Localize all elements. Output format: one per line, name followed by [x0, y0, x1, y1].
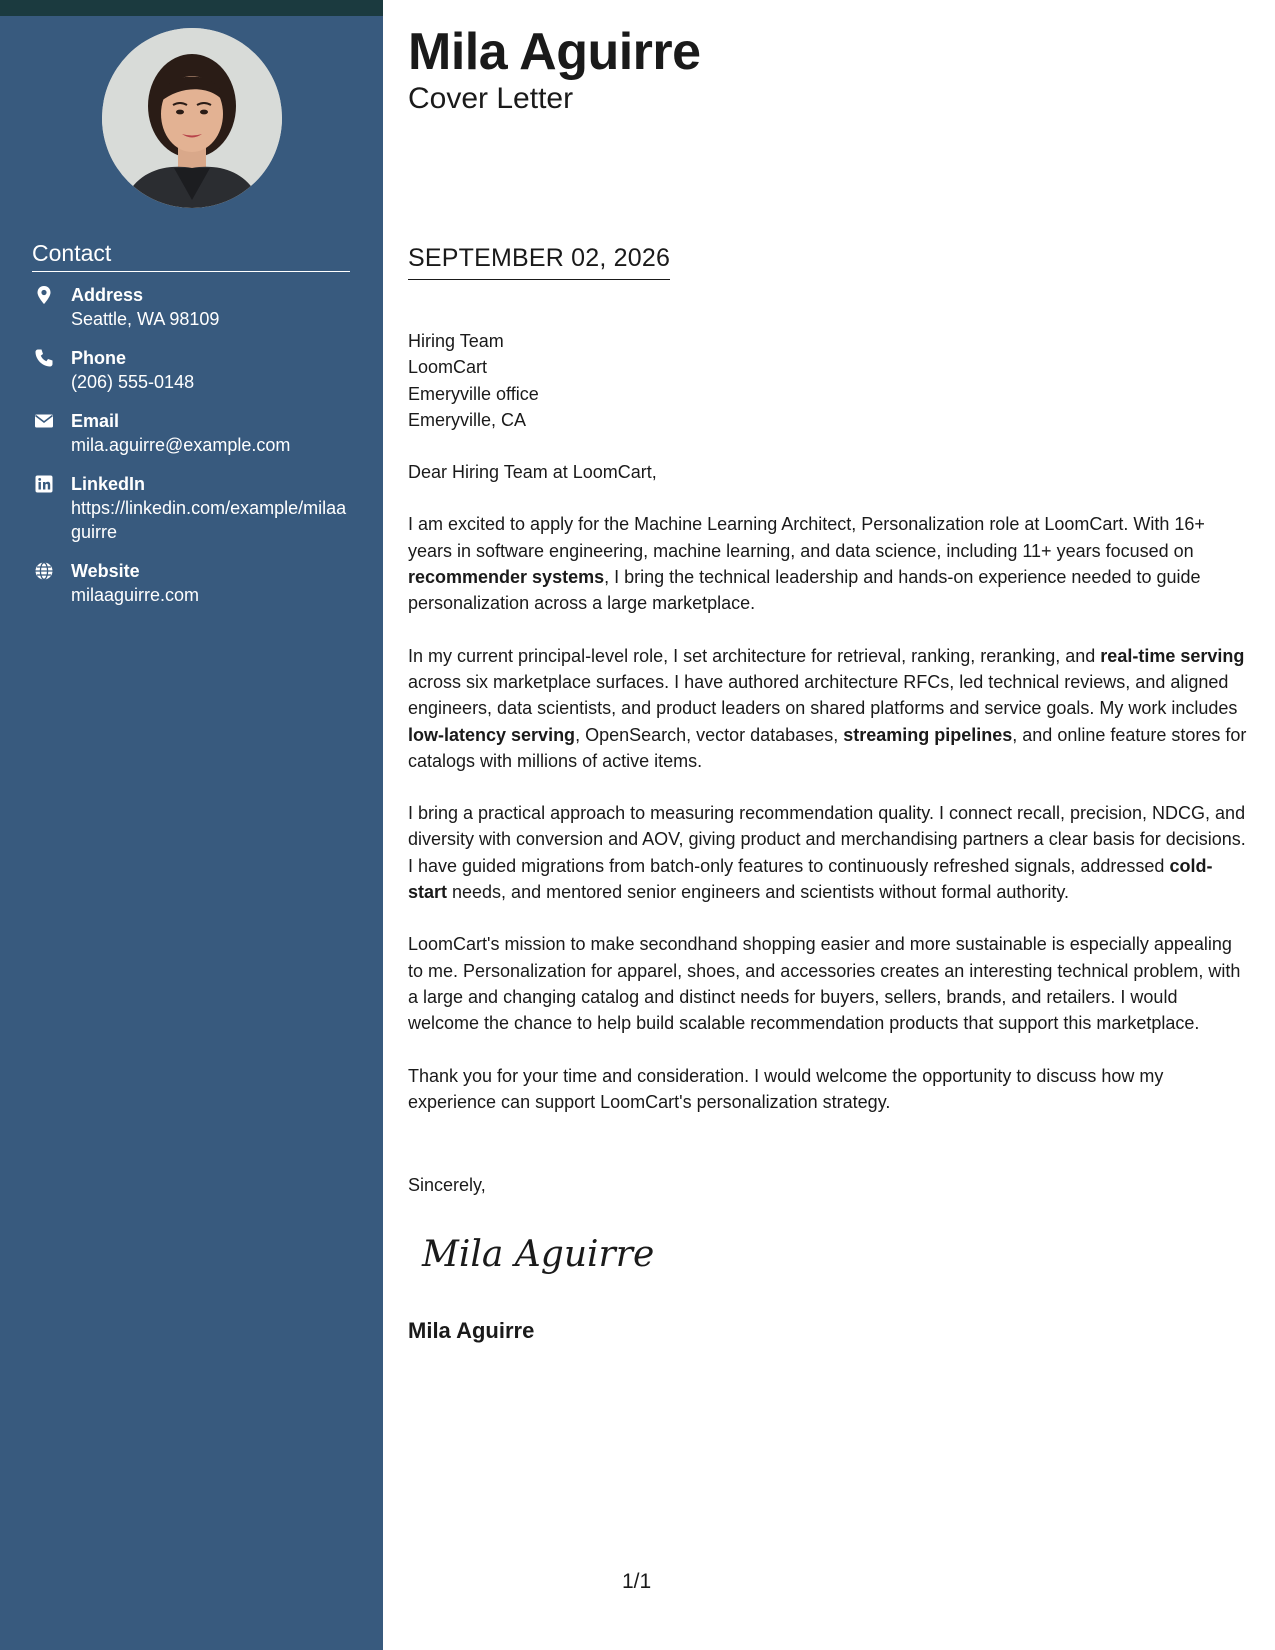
- emphasis-text: streaming pipelines: [843, 724, 1013, 745]
- contact-heading: Contact: [32, 240, 350, 272]
- contact-website-link[interactable]: milaaguirre.com: [71, 585, 200, 605]
- contact-linkedin-link[interactable]: https://linkedin.com/example/milaaguirre: [71, 498, 347, 542]
- paragraph-text: Thank you for your time and consideration. I would welcome the opportunity to discuss how my experience can support LoomCart's personalization strategy.: [408, 1065, 1164, 1112]
- contact-website-label: Website: [71, 561, 140, 581]
- contact-email-label: Email: [71, 411, 120, 431]
- contact-website: [32, 559, 352, 607]
- emphasis-text: real-time serving: [1100, 645, 1245, 666]
- sidebar: [0, 0, 383, 1650]
- salutation: Dear Hiring Team at LoomCart,: [408, 462, 657, 483]
- contact-phone-label: Phone: [71, 348, 127, 368]
- recipient-line: Emeryville office: [408, 383, 539, 404]
- letter-paragraph: [408, 931, 1250, 1036]
- contact-email: [32, 409, 352, 457]
- paragraph-text: needs, and mentored senior engineers and scientists without formal authority.: [447, 882, 1070, 903]
- contact-phone: [32, 346, 352, 394]
- envelope-icon: [34, 411, 54, 431]
- paragraph-text: LoomCart's mission to make secondhand shopping easier and more sustainable is especially appealing to me. Personalization for apparel, shoes, and accessories creates an interesting technical problem, with a large and changing catalog and distinct needs for buyers, sellers, brands, and retailers. I would welcome the chance to help build scalable recommendation products that support this marketplace.: [408, 934, 1241, 1034]
- paragraph-text: across six marketplace surfaces. I have authored architecture RFCs, led technical reviews, and aligned engineers, data scientists, and product leaders on shared platforms and service goals. My work includes: [408, 671, 1238, 719]
- avatar: [102, 28, 282, 208]
- paragraph-text: , OpenSearch, vector databases,: [575, 724, 844, 745]
- contact-linkedin: [32, 472, 352, 544]
- contact-address: [32, 283, 352, 331]
- contact-list: [32, 283, 352, 622]
- contact-linkedin-label: LinkedIn: [71, 474, 146, 494]
- letter-paragraphs: [408, 511, 1250, 1115]
- contact-email-value: mila.aguirre@example.com: [71, 435, 291, 455]
- sidebar-top-bar: [0, 0, 383, 16]
- document-title: Cover Letter: [408, 82, 574, 115]
- signer-name: Mila Aguirre: [408, 1318, 535, 1343]
- contact-address-value: Seattle, WA 98109: [71, 309, 220, 329]
- paragraph-text: , and online feature stores for catalogs with millions of active items.: [408, 724, 1247, 771]
- signature-text: Mila Aguirre: [422, 1234, 655, 1275]
- letter-paragraph: [408, 800, 1250, 905]
- emphasis-text: low-latency serving: [408, 724, 576, 745]
- recipient-line: Hiring Team: [408, 331, 504, 351]
- paragraph-text: I am excited to apply for the Machine Learning Architect, Personalization role at LoomCart. With 16+ years in software engineering, machine learning, and data science, including 11+ years focused on: [408, 514, 1205, 561]
- recipient-line: Emeryville, CA: [408, 409, 527, 430]
- page-number: 1/1: [622, 1570, 652, 1593]
- contact-address-label: Address: [71, 285, 144, 305]
- signature: [418, 1222, 678, 1282]
- letter-body: [408, 302, 1250, 1141]
- recipient-line: LoomCart: [408, 357, 488, 378]
- paragraph-text: , I bring the technical leadership and hands-on experience needed to guide personalization across a large marketplace.: [408, 567, 1201, 614]
- letter-date: SEPTEMBER 02, 2026: [408, 244, 670, 280]
- paragraph-text: In my current principal-level role, I set architecture for retrieval, ranking, reranking, and: [408, 645, 1101, 666]
- globe-icon: [34, 561, 54, 581]
- map-pin-icon: [34, 285, 54, 305]
- emphasis-text: cold-start: [408, 855, 1213, 903]
- letter-paragraph: [408, 1063, 1250, 1116]
- applicant-name: Mila Aguirre: [408, 23, 701, 81]
- emphasis-text: recommender systems: [408, 567, 605, 588]
- contact-phone-value: (206) 555-0148: [71, 372, 195, 392]
- phone-icon: [34, 348, 54, 368]
- signoff: Sincerely,: [408, 1175, 486, 1195]
- letter-paragraph: [408, 511, 1250, 616]
- letter-paragraph: [408, 643, 1250, 774]
- paragraph-text: I bring a practical approach to measuring recommendation quality. I connect recall, precision, NDCG, and diversity with conversion and AOV, giving product and merchandising partners a clear basis for decisions. I have guided migrations from batch-only features to continuously refreshed signals, addressed: [408, 803, 1246, 876]
- linkedin-icon: [34, 474, 54, 494]
